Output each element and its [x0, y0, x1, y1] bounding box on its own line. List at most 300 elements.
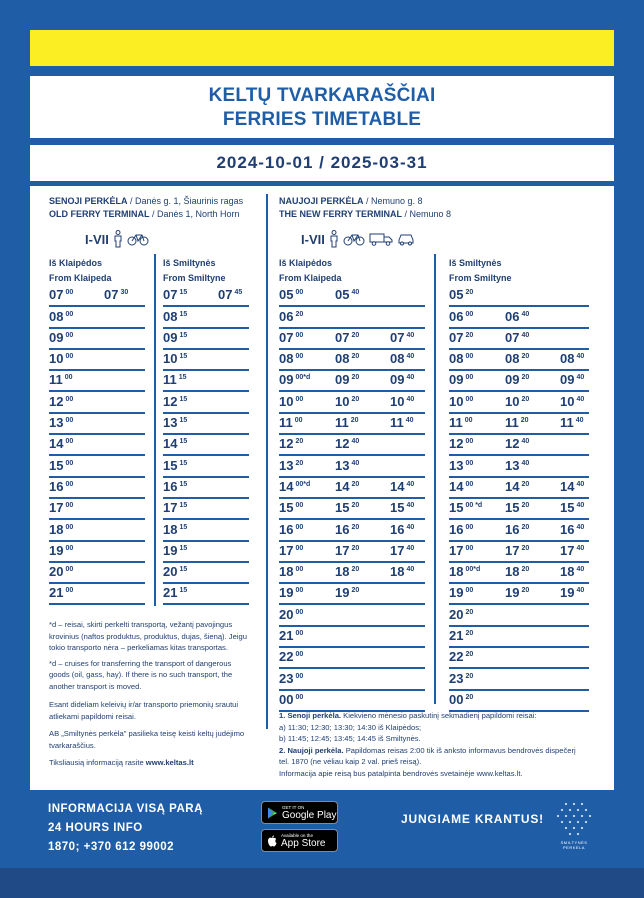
departure-hour: 15 — [560, 500, 575, 516]
old-divider — [154, 254, 156, 606]
departure-time — [163, 584, 187, 602]
timetable-row — [279, 520, 425, 541]
departure-time — [49, 542, 73, 560]
google-play-button[interactable] — [261, 801, 338, 824]
departure-time — [49, 478, 73, 496]
departure-hour: 05 — [279, 287, 294, 303]
timetable-row — [449, 669, 589, 690]
departure-time — [449, 350, 473, 368]
departure-hour: 15 — [49, 457, 64, 473]
departure-time — [49, 499, 73, 517]
departure-time — [279, 606, 303, 624]
departure-minutes: 00 — [65, 395, 74, 403]
departure-hour: 18 — [163, 521, 178, 537]
departure-minutes: 00 — [465, 310, 474, 318]
departure-hour: 16 — [390, 521, 405, 537]
departure-time — [279, 563, 303, 581]
departure-minutes: 00 — [295, 651, 304, 659]
departure-minutes: 40 — [351, 438, 360, 446]
departure-minutes: 15 — [179, 502, 188, 510]
timetable-row — [279, 605, 425, 626]
note1-title: 1. Senoji perkėla. — [279, 711, 342, 720]
departure-minutes: 40 — [575, 417, 584, 425]
slogan: JUNGIAME KRANTUS! — [401, 812, 544, 826]
timetable-row — [163, 371, 249, 392]
departure-hour: 07 — [279, 329, 294, 345]
logo-text: SMILTYNĖS PERKĖLA — [560, 840, 588, 850]
departure-time — [163, 457, 187, 475]
timetable-row — [279, 350, 425, 371]
departure-hour: 18 — [49, 521, 64, 537]
timetable-row — [279, 542, 425, 563]
departure-time — [163, 308, 187, 326]
departure-minutes: 40 — [406, 395, 415, 403]
timetable-row — [449, 563, 589, 584]
departure-minutes: 20 — [465, 331, 474, 339]
timetable-row — [279, 584, 425, 605]
note-d-en: *d – cruises for transferring the transport of dangerous goods (oil, gass, hay). If there is no such transport, the another transport is moved. — [49, 658, 233, 691]
departure-minutes: 00 — [295, 672, 304, 680]
departure-minutes: 40 — [406, 480, 415, 488]
departure-time — [163, 435, 187, 453]
timetable-row — [163, 329, 249, 350]
timetable-panel — [30, 186, 614, 790]
bottom-strip — [0, 868, 644, 898]
departure-minutes: 40 — [576, 480, 585, 488]
departure-hour: 13 — [163, 415, 178, 431]
departure-time — [390, 542, 414, 560]
timetable-row — [279, 627, 425, 648]
departure-minutes: 00 — [65, 480, 74, 488]
timetable-row — [279, 648, 425, 669]
departure-hour: 06 — [505, 308, 520, 324]
new-col2-header: Iš Smiltynės From Smiltyne — [449, 258, 512, 283]
departure-time — [335, 563, 359, 581]
truck-icon — [369, 232, 393, 246]
departure-time — [449, 584, 473, 602]
timetable-row — [449, 584, 589, 605]
departure-time — [335, 584, 359, 602]
departure-minutes: 20 — [351, 523, 360, 531]
departure-time — [449, 435, 473, 453]
new-terminal-days — [301, 230, 415, 248]
departure-hour: 07 — [163, 287, 178, 303]
note-rights: AB „Smiltynės perkėla" pasilieka teisę keisti keltų judėjimo tvarkaraščius. — [49, 729, 245, 750]
departure-minutes: 40 — [406, 523, 415, 531]
departure-minutes: 00*d — [465, 566, 481, 574]
departure-minutes: 40 — [576, 544, 585, 552]
departure-hour: 11 — [49, 372, 63, 388]
departure-hour: 10 — [560, 393, 575, 409]
departure-hour: 20 — [49, 564, 64, 580]
departure-hour: 10 — [163, 351, 178, 367]
departure-time — [505, 478, 529, 496]
new-terminal-address — [279, 195, 451, 221]
departure-hour: 14 — [49, 436, 64, 452]
timetable-row — [279, 691, 425, 712]
departure-minutes: 20 — [351, 566, 360, 574]
departure-hour: 17 — [279, 542, 294, 558]
departure-hour: 20 — [163, 564, 178, 580]
departure-hour: 08 — [335, 351, 350, 367]
departure-hour: 08 — [505, 351, 520, 367]
departure-time — [279, 414, 303, 432]
departure-hour: 16 — [449, 521, 464, 537]
app-store-big: App Store — [281, 837, 326, 849]
departure-minutes: 00 — [465, 395, 474, 403]
departure-hour: 15 — [505, 500, 520, 516]
timetable-row — [163, 435, 249, 456]
departure-minutes: 00 — [65, 438, 74, 446]
departure-time — [49, 414, 73, 432]
departure-hour: 10 — [449, 393, 464, 409]
departure-time — [335, 350, 359, 368]
timetable-row — [279, 329, 425, 350]
departure-hour: 10 — [335, 393, 350, 409]
departure-time — [163, 393, 187, 411]
departure-time — [279, 308, 303, 326]
departure-minutes: 40 — [406, 353, 415, 361]
departure-minutes: 40 — [521, 331, 530, 339]
departure-hour: 08 — [390, 351, 405, 367]
departure-hour: 07 — [335, 329, 350, 345]
timetable-row — [163, 478, 249, 499]
departure-time — [49, 371, 73, 389]
departure-minutes: 45 — [234, 289, 243, 297]
departure-time — [279, 435, 303, 453]
departure-time — [163, 542, 187, 560]
departure-hour: 17 — [335, 542, 350, 558]
departure-minutes: 40 — [576, 353, 585, 361]
departure-minutes: 20 — [521, 374, 530, 382]
departure-hour: 14 — [560, 478, 575, 494]
timetable-row — [279, 286, 425, 307]
website-link[interactable]: www.keltas.lt — [145, 758, 194, 767]
app-store-button[interactable] — [261, 829, 338, 852]
departure-time — [335, 371, 359, 389]
departure-hour: 08 — [279, 351, 294, 367]
timetable-row — [163, 520, 249, 541]
departure-hour: 17 — [560, 542, 575, 558]
departure-minutes: 00 — [295, 523, 304, 531]
departure-minutes: 00 — [65, 566, 74, 574]
departure-time — [163, 350, 187, 368]
departure-minutes: 40 — [406, 374, 415, 382]
departure-hour: 13 — [49, 415, 64, 431]
departure-minutes: 00 — [295, 608, 304, 616]
departure-time — [335, 499, 359, 517]
timetable-row — [449, 307, 589, 328]
departure-time — [505, 521, 529, 539]
departure-hour: 19 — [335, 585, 350, 601]
new-col1-header: Iš Klaipėdos From Klaipeda — [279, 258, 342, 283]
departure-minutes: 15 — [179, 566, 188, 574]
departure-hour: 14 — [335, 478, 350, 494]
new-from-smiltyne-column — [449, 286, 589, 712]
departure-hour: 21 — [279, 628, 294, 644]
departure-minutes: 20 — [465, 672, 474, 680]
timetable-row — [449, 691, 589, 712]
departure-minutes: 20 — [521, 395, 530, 403]
departure-time — [449, 627, 473, 645]
timetable-row — [449, 392, 589, 413]
departure-hour: 09 — [279, 372, 294, 388]
departure-time — [104, 286, 128, 304]
departure-minutes: 00*d — [295, 374, 311, 382]
departure-minutes: 20 — [521, 544, 530, 552]
timetable-row — [163, 286, 249, 307]
departure-hour: 16 — [335, 521, 350, 537]
departure-time — [335, 329, 359, 347]
departure-minutes: 00 — [295, 566, 304, 574]
google-play-icon — [267, 807, 278, 819]
departure-minutes: 40 — [576, 374, 585, 382]
departure-hour: 17 — [449, 542, 464, 558]
departure-time — [449, 329, 473, 347]
departure-minutes: 20 — [295, 438, 304, 446]
old-from-smiltyne-column — [163, 286, 249, 605]
departure-hour: 21 — [49, 585, 64, 601]
departure-hour: 18 — [505, 564, 520, 580]
departure-minutes: 20 — [351, 544, 360, 552]
departure-time — [49, 350, 73, 368]
timetable-row — [279, 435, 425, 456]
departure-time — [49, 457, 73, 475]
departure-time — [279, 542, 303, 560]
departure-hour: 15 — [279, 500, 294, 516]
departure-minutes: 00 — [465, 480, 474, 488]
departure-time — [390, 393, 414, 411]
departure-time — [49, 329, 73, 347]
departure-minutes: 00 — [65, 289, 74, 297]
note1-a: a) 11:30; 12:30; 13:30; 14:30 iš Klaipėdos; — [279, 722, 422, 732]
departure-time — [505, 499, 529, 517]
timetable-row — [449, 605, 589, 626]
departure-time — [560, 542, 584, 560]
departure-time — [449, 371, 473, 389]
departure-minutes: 40 — [406, 502, 415, 510]
departure-minutes: 15 — [179, 395, 188, 403]
timetable-row — [449, 371, 589, 392]
note-d-lt: *d – reisai, skirti perkelti transportą, vežantį pavojingus krovinius (naftos produktus, produktus, dujas, šieną). Jeigu tokio transporto nėra – perkeliamas kitas transportas. — [49, 620, 247, 652]
departure-hour: 08 — [163, 308, 178, 324]
departure-minutes: 20 — [465, 651, 474, 659]
departure-time — [279, 350, 303, 368]
departure-time — [390, 521, 414, 539]
departure-minutes: 00 — [465, 459, 474, 467]
departure-time — [560, 350, 584, 368]
departure-minutes: 40 — [521, 310, 530, 318]
departure-time — [505, 435, 529, 453]
timetable-row — [163, 350, 249, 371]
departure-time — [505, 350, 529, 368]
departure-minutes: 00 — [295, 630, 304, 638]
departure-minutes: 15 — [179, 480, 188, 488]
departure-hour: 16 — [279, 521, 294, 537]
departure-time — [505, 393, 529, 411]
departure-minutes: 40 — [576, 566, 585, 574]
google-play-small: GET IT ON — [282, 804, 305, 810]
timetable-row — [163, 414, 249, 435]
departure-minutes: 15 — [179, 289, 188, 297]
departure-minutes: 15 — [179, 331, 188, 339]
departure-minutes: 00 — [464, 417, 473, 425]
departure-minutes: 00 — [65, 331, 74, 339]
timetable-row — [163, 392, 249, 413]
departure-hour: 11 — [163, 372, 177, 388]
timetable-row — [449, 542, 589, 563]
departure-minutes: 00 — [465, 438, 474, 446]
departure-time — [279, 627, 303, 645]
info-en: 24 HOURS INFO — [48, 822, 143, 834]
departure-time — [279, 329, 303, 347]
departure-time — [449, 542, 473, 560]
departure-hour: 00 — [279, 691, 294, 707]
timetable-row — [49, 286, 145, 307]
departure-hour: 19 — [279, 585, 294, 601]
departure-hour: 17 — [505, 542, 520, 558]
departure-minutes: 00 — [465, 374, 474, 382]
departure-time — [218, 286, 242, 304]
departure-time — [390, 478, 414, 496]
title-lt: KELTŲ TVARKARAŠČIAI — [208, 85, 436, 106]
departure-time — [163, 478, 187, 496]
departure-time — [49, 393, 73, 411]
departure-minutes: 40 — [406, 331, 415, 339]
departure-hour: 12 — [449, 436, 464, 452]
timetable-row — [163, 584, 249, 605]
new-from-klaipeda-column — [279, 286, 425, 712]
departure-hour: 19 — [49, 542, 64, 558]
departure-hour: 13 — [335, 457, 350, 473]
timetable-row — [449, 435, 589, 456]
departure-time — [49, 435, 73, 453]
google-play-big: Google Play — [282, 809, 337, 821]
note3-website-link[interactable]: www.keltas.lt — [476, 768, 521, 778]
departure-hour: 16 — [163, 478, 178, 494]
departure-minutes: 40 — [521, 438, 530, 446]
departure-hour: 23 — [279, 670, 294, 686]
departure-hour: 19 — [449, 585, 464, 601]
pedestrian-icon — [329, 230, 339, 248]
departure-time — [335, 286, 359, 304]
departure-time — [49, 521, 73, 539]
timetable-row — [279, 371, 425, 392]
departure-time — [163, 499, 187, 517]
timetable-row — [449, 478, 589, 499]
departure-time — [279, 393, 303, 411]
departure-time — [560, 499, 584, 517]
right-notes — [279, 710, 579, 779]
departure-time — [163, 286, 187, 304]
departure-time — [505, 542, 529, 560]
departure-minutes: 00 — [295, 693, 304, 701]
departure-time — [279, 584, 303, 602]
departure-hour: 05 — [335, 287, 350, 303]
departure-hour: 15 — [390, 500, 405, 516]
timetable-row — [449, 414, 589, 435]
departure-time — [560, 414, 584, 432]
note3-prefix: Informacija apie reisą bus patalpinta bendrovės svetainėje — [279, 768, 477, 778]
timetable-row — [163, 499, 249, 520]
car-icon — [397, 232, 415, 246]
old-terminal-name-en: OLD FERRY TERMINAL — [49, 209, 150, 219]
departure-hour: 22 — [449, 649, 464, 665]
departure-hour: 09 — [449, 372, 464, 388]
timetable-row — [279, 499, 425, 520]
departure-minutes: 20 — [351, 395, 360, 403]
timetable-row — [449, 456, 589, 477]
departure-hour: 10 — [505, 393, 520, 409]
departure-time — [335, 414, 359, 432]
timetable-row — [449, 286, 589, 307]
departure-time — [163, 371, 187, 389]
timetable-row — [49, 584, 145, 605]
old-terminal-addr-en: / Danės 1, North Horn — [149, 209, 240, 219]
departure-hour: 15 — [449, 500, 464, 516]
departure-hour: 19 — [560, 585, 575, 601]
note-info-prefix: Tiksliausią informaciją rasite — [49, 758, 146, 767]
timetable-row — [449, 627, 589, 648]
departure-hour: 10 — [390, 393, 405, 409]
departure-minutes: 00 — [64, 374, 73, 382]
note1-text: Kiekvieno mėnesio paskutinį sekmadienį papildomi reisai: — [341, 711, 537, 720]
timetable-row — [279, 414, 425, 435]
old-terminal-address — [49, 195, 243, 221]
departure-minutes: 15 — [179, 587, 188, 595]
departure-time — [279, 371, 310, 389]
departure-time — [335, 542, 359, 560]
timetable-row — [49, 371, 145, 392]
new-terminal-addr-lt: / Nemuno g. 8 — [363, 196, 423, 206]
departure-hour: 05 — [449, 287, 464, 303]
departure-time — [505, 308, 529, 326]
old-col1-header: Iš Klaipėdos From Klaipeda — [49, 258, 112, 283]
timetable-row — [49, 499, 145, 520]
departure-time — [505, 329, 529, 347]
departure-hour: 07 — [390, 329, 405, 345]
new-terminal-name-lt: NAUJOJI PERKĖLA — [279, 196, 364, 206]
departure-hour: 11 — [449, 415, 463, 431]
departure-hour: 08 — [449, 351, 464, 367]
departure-hour: 18 — [390, 564, 405, 580]
departure-minutes: 15 — [178, 374, 187, 382]
departure-hour: 12 — [505, 436, 520, 452]
timetable-row — [279, 456, 425, 477]
departure-time — [449, 606, 473, 624]
departure-hour: 17 — [49, 500, 64, 516]
note1-b: b) 11:45; 12:45; 13:45; 14:45 iš Smiltynės. — [279, 734, 421, 743]
departure-time — [279, 499, 303, 517]
departure-hour: 17 — [390, 542, 405, 558]
departure-time — [560, 563, 584, 581]
departure-minutes: 40 — [406, 544, 415, 552]
departure-hour: 09 — [49, 329, 64, 345]
departure-minutes: 00 — [295, 544, 304, 552]
old-terminal-addr-lt: / Danės g. 1, Šiaurinis ragas — [127, 196, 244, 206]
info-phones[interactable]: 1870; +370 612 99002 — [48, 841, 175, 853]
timetable-row — [279, 392, 425, 413]
departure-time — [390, 350, 414, 368]
timetable-row — [449, 499, 589, 520]
departure-minutes: 40 — [405, 417, 414, 425]
departure-minutes: 20 — [521, 480, 530, 488]
pedestrian-icon — [113, 230, 123, 248]
timetable-row — [279, 478, 425, 499]
departure-time — [505, 563, 529, 581]
departure-hour: 11 — [560, 415, 574, 431]
departure-minutes: 15 — [179, 310, 188, 318]
